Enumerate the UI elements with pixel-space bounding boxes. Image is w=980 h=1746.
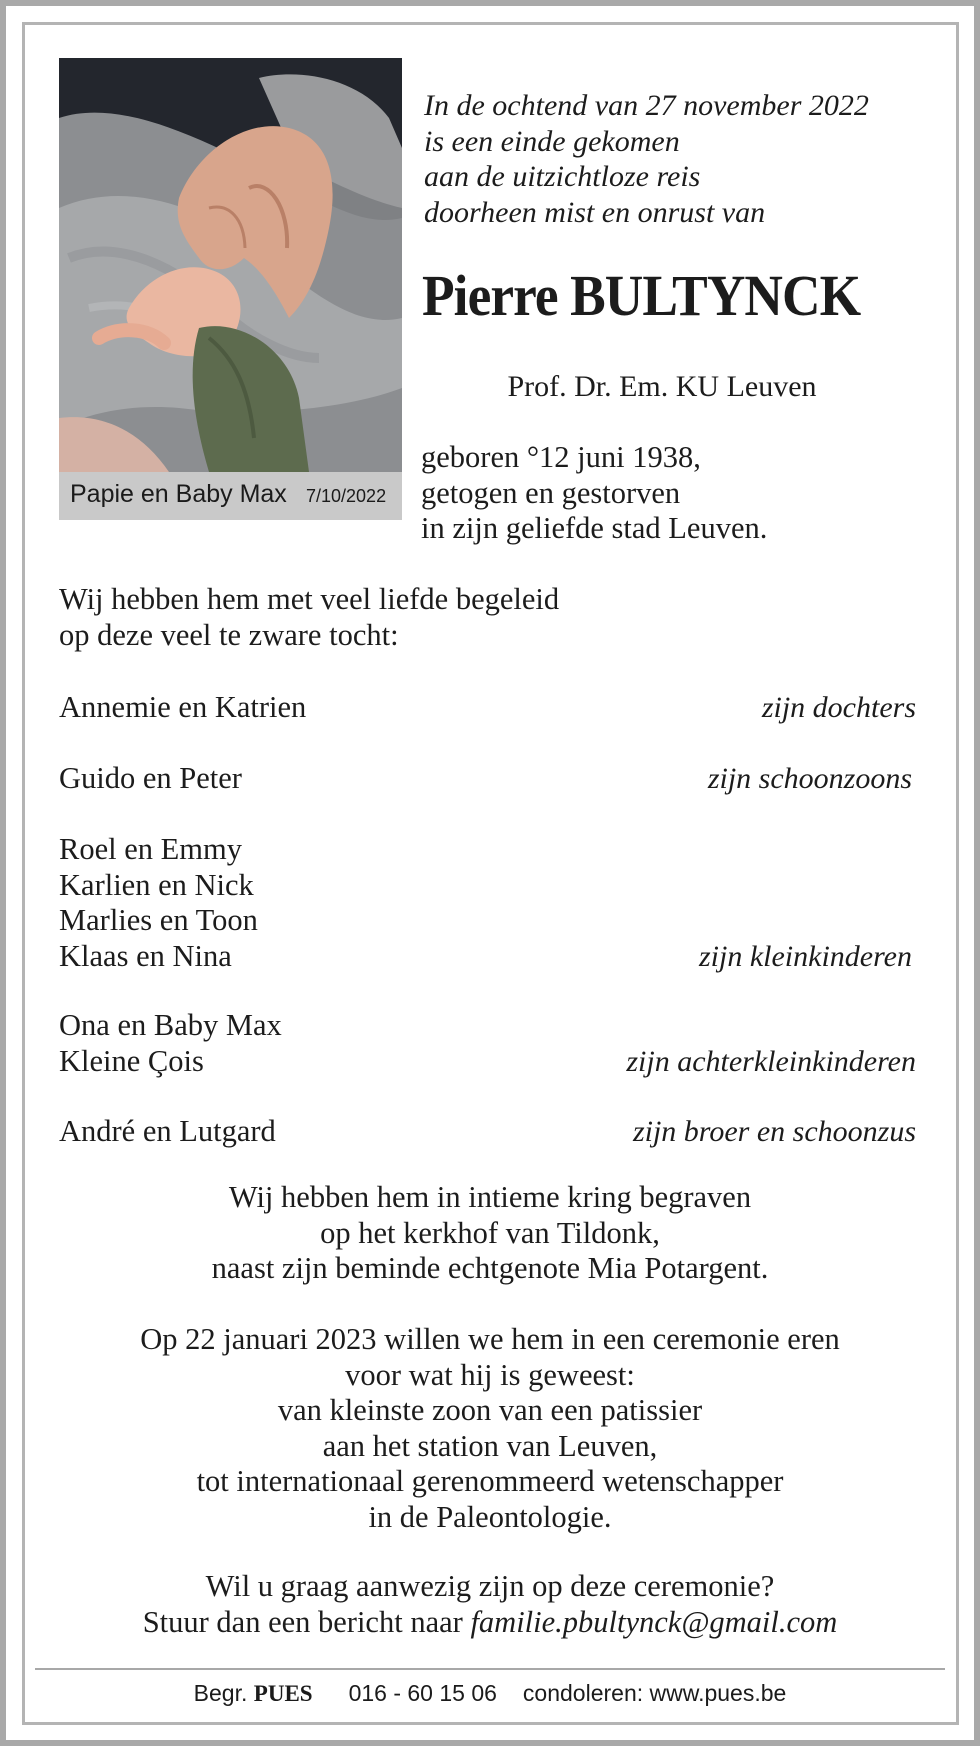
intro-line: aan de uitzichtloze reis — [424, 160, 701, 193]
family-group-grandchildren — [59, 832, 919, 974]
birth-line: geboren °12 juni 1938, — [421, 440, 701, 474]
intro-line: In de ochtend van 27 november 2022 — [424, 89, 869, 122]
invite-line — [40, 1605, 940, 1641]
contact-email-link[interactable]: familie.pbultynck@gmail.com — [470, 1604, 838, 1639]
burial-line: op het kerkhof van Tildonk, — [320, 1215, 660, 1250]
family-group-daughters — [59, 690, 919, 726]
ceremony-line: voor wat hij is geweest: — [345, 1357, 635, 1392]
ceremony-line: in de Paleontologie. — [368, 1499, 612, 1534]
family-name: Marlies en Toon — [59, 903, 258, 937]
birth-line: getogen en gestorven — [421, 475, 681, 510]
family-name: André en Lutgard — [59, 1114, 276, 1148]
burial-line: naast zijn beminde echtgenote Mia Potargent. — [211, 1251, 769, 1285]
deceased-title: Prof. Dr. Em. KU Leuven — [507, 370, 817, 403]
footer-company: PUES — [253, 1681, 313, 1706]
burial-line: Wij hebben hem in intieme kring begraven — [228, 1180, 752, 1214]
ceremony-line: van kleinste zoon van een patissier — [277, 1393, 703, 1427]
family-name: Guido en Peter — [59, 761, 242, 795]
footer-begr-label: Begr. — [193, 1680, 248, 1706]
family-relation: zijn achterkleinkinderen — [626, 1044, 916, 1078]
ceremony-text — [40, 1322, 940, 1535]
ceremony-line: Op 22 januari 2023 willen we hem in een ceremonie eren — [140, 1322, 840, 1356]
photo-caption-bar — [59, 472, 402, 520]
family-relation: zijn dochters — [761, 691, 916, 724]
intro-line: is een einde gekomen — [424, 124, 680, 158]
burial-text — [40, 1180, 940, 1287]
intro-line: doorheen mist en onrust van — [424, 195, 766, 229]
family-name: Klaas en Nina — [59, 938, 232, 973]
deceased-name: Pierre BULTYNCK — [422, 263, 861, 328]
family-name: Roel en Emmy — [59, 832, 242, 866]
ceremony-line: aan het station van Leuven, — [322, 1428, 658, 1463]
family-group-sons-in-law — [59, 761, 919, 797]
invite-prefix: Stuur dan een bericht naar — [142, 1604, 471, 1639]
family-name: Ona en Baby Max — [59, 1008, 282, 1042]
footer-condolence-link[interactable]: condoleren: www.pues.be — [522, 1680, 787, 1706]
footer-divider — [35, 1668, 945, 1670]
footer-phone: 016 - 60 15 06 — [348, 1680, 497, 1706]
photo-hands-icon — [59, 58, 402, 472]
photo-caption: Papie en Baby Max — [70, 480, 287, 508]
family-relation: zijn kleinkinderen — [699, 939, 912, 973]
family-relation: zijn broer en schoonzus — [632, 1115, 916, 1148]
family-group-great-grandchildren — [59, 1008, 919, 1079]
memorial-photo — [59, 58, 402, 520]
photo-date: 7/10/2022 — [306, 486, 387, 506]
birth-text — [421, 440, 961, 547]
family-name: Karlien en Nick — [59, 867, 254, 902]
birth-line: in zijn geliefde stad Leuven. — [421, 511, 768, 545]
family-name: Kleine Çois — [59, 1043, 204, 1078]
footer — [35, 1680, 945, 1707]
invite-line: Wil u graag aanwezig zijn op deze ceremonie? — [205, 1569, 775, 1603]
family-group-brother — [59, 1114, 919, 1150]
accompany-line: op deze veel te zware tocht: — [59, 617, 399, 652]
family-relation: zijn schoonzoons — [707, 762, 912, 795]
family-name: Annemie en Katrien — [59, 690, 307, 724]
intro-text — [424, 88, 944, 230]
accompany-text — [59, 582, 859, 653]
invite-text — [40, 1569, 940, 1640]
ceremony-line: tot internationaal gerenommeerd wetenschapper — [196, 1464, 784, 1498]
accompany-line: Wij hebben hem met veel liefde begeleid — [59, 582, 560, 616]
